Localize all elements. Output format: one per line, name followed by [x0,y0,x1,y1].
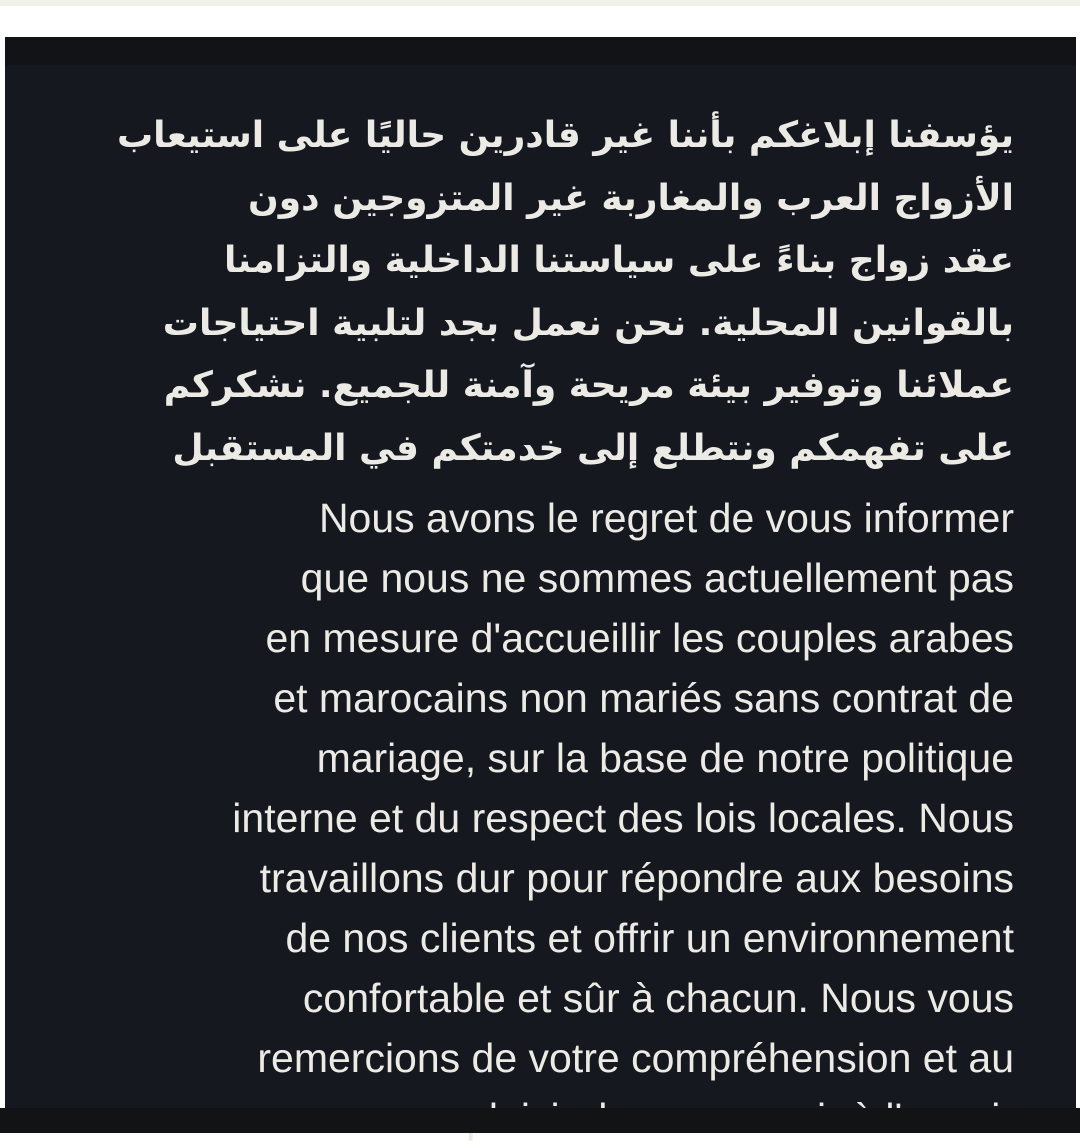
french-text-line: remercions de votre compréhension et au [257,1035,1014,1081]
panel-header-bar [5,37,1076,65]
arabic-text-line: بالقوانين المحلية. نحن نعمل بجد لتلبية احتياجات [162,302,1014,344]
arabic-text-line: الأزواج العرب والمغاربة غير المتزوجين دون [248,177,1014,219]
french-text-line: confortable et sûr à chacun. Nous vous [302,975,1014,1021]
bottom-bar [0,1108,1080,1133]
french-text-line: Nous avons le regret de vous informer [318,495,1014,541]
arabic-text-line: على تفهمكم ونتطلع إلى خدمتكم في المستقبل [172,427,1014,469]
french-text-line: que nous ne sommes actuellement pas [300,555,1014,601]
french-text-line: interne et du respect des lois locales. Nous [232,795,1014,841]
french-text-line: mariage, sur la base de notre politique [316,735,1014,781]
french-notice-text [14,488,1014,1148]
french-text-line: travaillons dur pour répondre aux besoins [259,855,1014,901]
arabic-text-line: عملائنا وتوفير بيئة مريحة وآمنة للجميع. نشكركم [163,365,1014,406]
arabic-text-line: عقد زواج بناءً على سياستنا الداخلية والتزامنا [224,240,1014,281]
french-text-line: de nos clients et offrir un environnement [285,915,1014,961]
french-text-line: et marocains non mariés sans contrat de [273,675,1014,721]
top-strip [0,0,1080,6]
french-text-line: en mesure d'accueillir les couples arabes [265,615,1014,661]
arabic-text-line: يؤسفنا إبلاغكم بأننا غير قادرين حاليًا على استيعاب [117,115,1014,156]
arabic-notice-text [114,105,1014,480]
notice-image [5,37,1076,1110]
